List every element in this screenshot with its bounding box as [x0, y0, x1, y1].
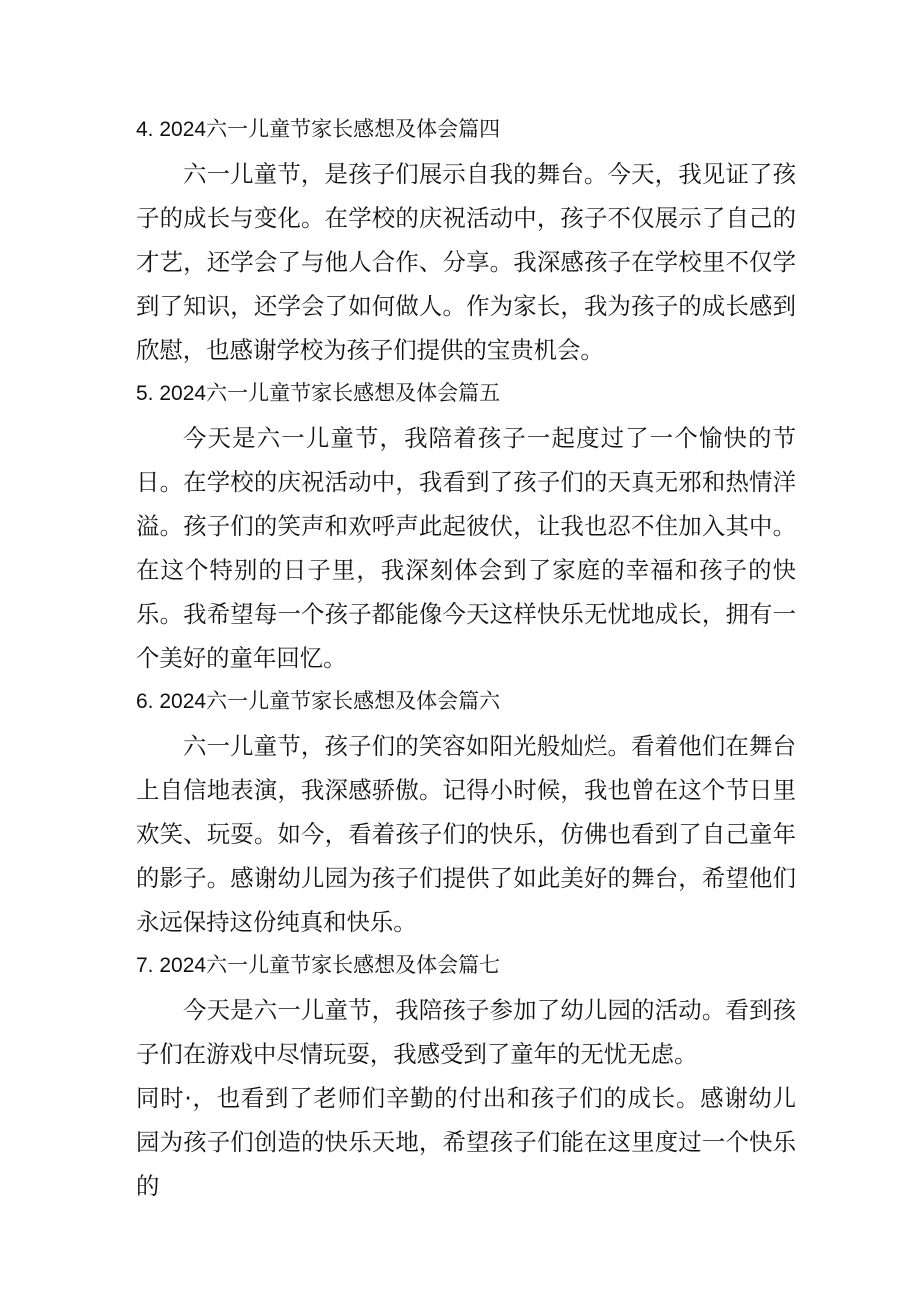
- section-5: [136, 372, 796, 680]
- section-6: [136, 680, 796, 944]
- section-heading: 4. 2024六一儿童节家长感想及体会篇四: [136, 118, 501, 141]
- section-heading: 6. 2024六一儿童节家长感想及体会篇六: [136, 690, 501, 713]
- section-4: [136, 108, 796, 372]
- paragraph: 六一儿童节，是孩子们展示自我的舞台。今天，我见证了孩子的成长与变化。在学校的庆祝活动中，孩子不仅展示了自己的才艺，还学会了与他人合作、分享。我深感孩子在学校里不仅学到了知识，还学会了如何做人。作为家长，我为孩子的成长感到欣慰，也感谢学校为孩子们提供的宝贵机会。: [136, 160, 796, 364]
- section-heading: 7. 2024六一儿童节家长感想及体会篇七: [136, 954, 501, 977]
- paragraph: 今天是六一儿童节，我陪孩子参加了幼儿园的活动。看到孩子们在游戏中尽情玩耍，我感受到了童年的无忧无虑。: [136, 996, 796, 1068]
- paragraph: 同时·，也看到了老师们辛勤的付出和孩子们的成长。感谢幼儿园为孩子们创造的快乐天地，希望孩子们能在这里度过一个快乐的: [136, 1084, 796, 1200]
- section-heading: 5. 2024六一儿童节家长感想及体会篇五: [136, 382, 501, 405]
- paragraph: 六一儿童节，孩子们的笑容如阳光般灿烂。看着他们在舞台上自信地表演，我深感骄傲。记得小时候，我也曾在这个节日里欢笑、玩耍。如今，看着孩子们的快乐，仿佛也看到了自己童年的影子。感谢幼儿园为孩子们提供了如此美好的舞台，希望他们永远保持这份纯真和快乐。: [136, 732, 796, 936]
- document-page: [136, 108, 796, 1208]
- section-7: [136, 944, 796, 1208]
- paragraph: 今天是六一儿童节，我陪着孩子一起度过了一个愉快的节日。在学校的庆祝活动中，我看到了孩子们的天真无邪和热情洋溢。孩子们的笑声和欢呼声此起彼伏，让我也忍不住加入其中。在这个特别的日子里，我深刻体会到了家庭的幸福和孩子的快乐。我希望每一个孩子都能像今天这样快乐无忧地成长，拥有一个美好的童年回忆。: [136, 424, 796, 672]
